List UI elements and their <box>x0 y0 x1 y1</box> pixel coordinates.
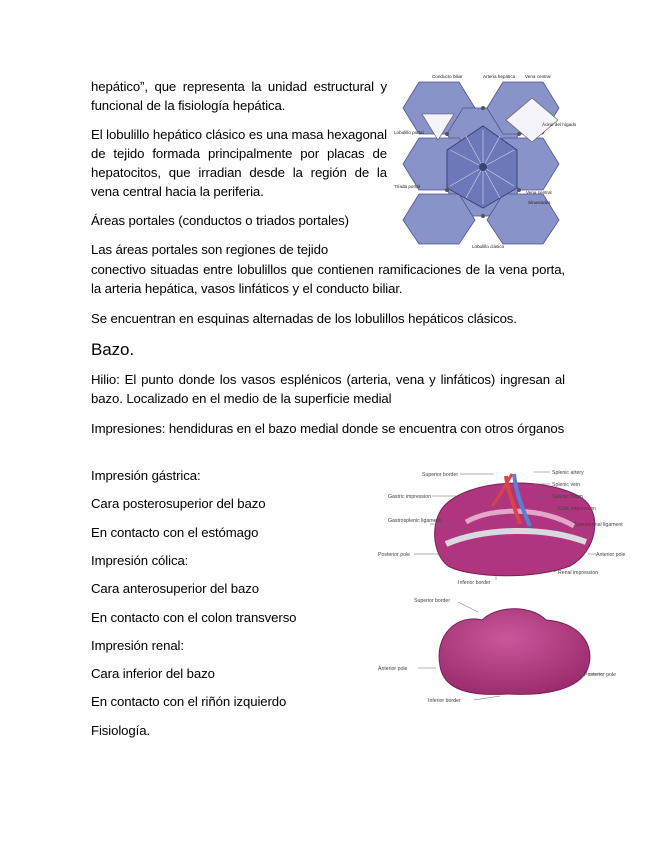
label-bile-duct: Conducto biliar <box>432 74 463 79</box>
label-posterior-pole-2: Posterior pole <box>584 672 617 678</box>
list-item-cara-inferior: Cara inferior del bazo <box>91 666 215 681</box>
paragraph-portal-areas-b: conectivo situadas entre lobulillos que contienen ramificaciones de la vena porta, la arteria hepática, vasos linfáticos y el conducto biliar. <box>91 262 565 296</box>
label-superior-border-2: Superior border <box>414 598 451 604</box>
spleen-diaphragmatic-shape <box>439 609 590 695</box>
label-colic-impression: Colic impression <box>558 506 597 512</box>
central-vein <box>479 163 487 171</box>
spleen-diaphragmatic-figure <box>374 592 634 712</box>
label-splenic-artery: Splenic artery <box>552 470 584 476</box>
label-splenic-vein: Splenic vein <box>552 482 580 488</box>
list-item-impresion-gastrica: Impresión gástrica: <box>91 468 201 483</box>
paragraph-portal-areas-a: Las áreas portales son regiones de tejido <box>91 242 329 257</box>
label-portal-lobule: Lobulillo portal <box>394 130 424 135</box>
label-gastrosplenic-ligament: Gastrosplenic ligament <box>388 518 441 524</box>
paragraph-hilio: Hilio: El punto donde los vasos esplénicos (arteria, vena y linfáticos) ingresan al bazo. Localizado en el medio de la superficie medial <box>91 372 565 406</box>
list-item-impresion-renal: Impresión renal: <box>91 638 184 653</box>
heading-bazo: Bazo. <box>91 340 134 359</box>
list-item-contacto-colon: En contacto con el colon transverso <box>91 610 297 625</box>
paragraph-lobule-unit: hepático”, que representa la unidad estructural y funcional de la fisiología hepática. <box>91 79 387 113</box>
label-central-vein-right: Vena central <box>526 190 552 195</box>
label-inferior-border: Inferior border <box>458 580 491 586</box>
label-classic-lobule: Lobulillo clásico <box>472 244 505 249</box>
label-posterior-pole: Posterior pole <box>378 552 411 558</box>
label-anterior-pole-2: Anterior pole <box>378 666 408 672</box>
label-portal-triad: Tríada portal <box>394 184 420 189</box>
paragraph-portal-areas-title: Áreas portales (conductos o triados portales) <box>91 213 349 228</box>
paragraph-classic-lobule: El lobulillo hepático clásico es una masa hexagonal de tejido formada principalmente por placas de hepatocitos, que irradian desde la región de la vena central hacia la periferia. <box>91 127 387 199</box>
liver-lobule-figure <box>392 70 577 250</box>
list-item-cara-posterosuperior: Cara posterosuperior del bazo <box>91 496 266 511</box>
spleen-visceral-figure <box>374 462 634 590</box>
label-hepatic-artery: Arteria hepática <box>483 74 516 79</box>
label-splenic-hilum: Splenic hilum <box>552 494 583 500</box>
label-splenorenal-ligament: Splenorenal ligament <box>574 522 623 528</box>
label-liver-acinus: Ácino del hígado <box>542 122 577 127</box>
label-central-vein-top: Vena central <box>525 74 551 79</box>
list-item-contacto-rinon: En contacto con el riñón izquierdo <box>91 694 287 709</box>
label-anterior-pole: Anterior pole <box>596 552 626 558</box>
list-item-cara-anterosuperior: Cara anterosuperior del bazo <box>91 581 260 596</box>
label-superior-border: Superior border <box>422 472 459 478</box>
label-inferior-border-2: Inferior border <box>428 698 461 704</box>
label-sinusoids: Sinusoides <box>528 200 551 205</box>
heading-fisiologia: Fisiología. <box>91 723 151 738</box>
label-renal-impression: Renal impression <box>558 570 599 576</box>
paragraph-impresiones: Impresiones: hendiduras en el bazo medial donde se encuentra con otros órganos <box>91 421 565 436</box>
list-item-contacto-estomago: En contacto con el estómago <box>91 525 259 540</box>
paragraph-alternate-corners: Se encuentran en esquinas alternadas de los lobulillos hepáticos clásicos. <box>91 311 517 326</box>
label-gastric-impression: Gastric impression <box>388 494 431 500</box>
list-item-impresion-colica: Impresión cólica: <box>91 553 189 568</box>
